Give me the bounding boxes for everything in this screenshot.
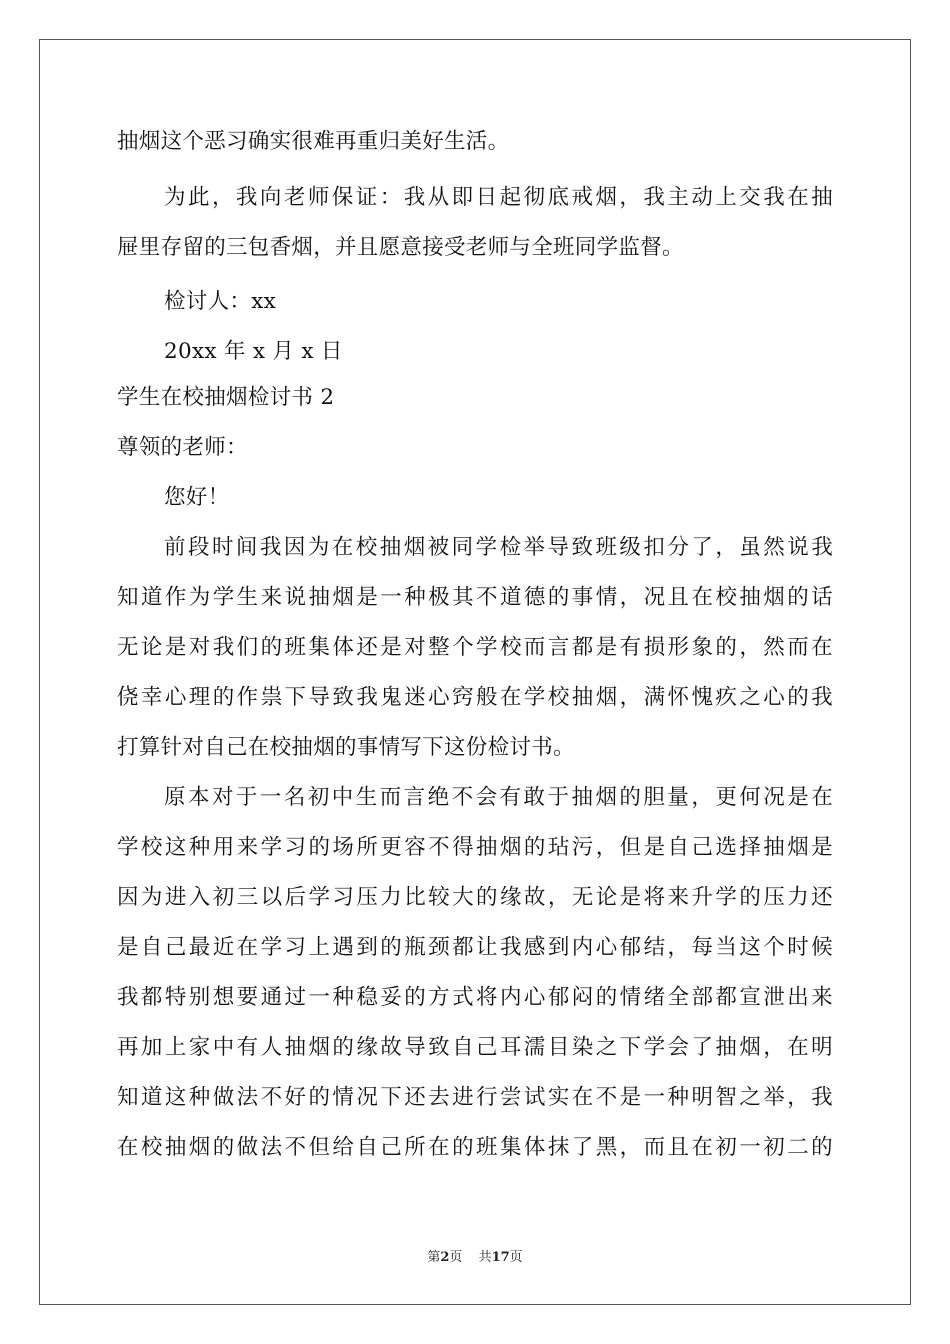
greeting: 您好！ [164, 485, 230, 510]
section-title: 学生在校抽烟检讨书 2 [117, 385, 335, 410]
text-line: 原本对于一名初中生而言绝不会有敢于抽烟的胆量，更何况是在 [164, 785, 833, 810]
page-indicator: 第2页 [427, 1250, 463, 1265]
text-line: 抽烟这个恶习确实很难再重归美好生活。 [117, 129, 510, 154]
text-line: 前段时间我因为在校抽烟被同学检举导致班级扣分了，虽然说我 [164, 535, 833, 560]
text-line: 打算针对自己在校抽烟的事情写下这份检讨书。 [117, 735, 575, 760]
text-line: 在校抽烟的做法不但给自己所在的班集体抹了黑，而且在初一初二的 [117, 1135, 833, 1160]
date-line: 20xx 年 x 月 x 日 [164, 339, 343, 364]
signature-line: 检讨人：xx [164, 289, 277, 314]
text-line: 学校这种用来学习的场所更容不得抽烟的玷污，但是自己选择抽烟是 [117, 835, 833, 860]
text-line: 知道作为学生来说抽烟是一种极其不道德的事情，况且在校抽烟的话 [117, 585, 833, 610]
text-line: 我都特别想要通过一种稳妥的方式将内心郁闷的情绪全部都宣泄出来 [117, 985, 833, 1010]
page-border [39, 39, 911, 1305]
text-line: 再加上家中有人抽烟的缘故导致自己耳濡目染之下学会了抽烟，在明 [117, 1035, 833, 1060]
salutation: 尊领的老师： [117, 435, 248, 460]
text-line: 因为进入初三以后学习压力比较大的缘故，无论是将来升学的压力还 [117, 885, 833, 910]
text-line: 无论是对我们的班集体还是对整个学校而言都是有损形象的，然而在 [117, 635, 833, 660]
text-line: 屉里存留的三包香烟，并且愿意接受老师与全班同学监督。 [117, 235, 684, 260]
page-footer [0, 1246, 950, 1265]
total-pages-indicator: 共17页 [478, 1250, 523, 1265]
text-line: 是自己最近在学习上遇到的瓶颈都让我感到内心郁结，每当这个时候 [117, 935, 833, 960]
text-line: 为此，我向老师保证：我从即日起彻底戒烟，我主动上交我在抽 [164, 185, 833, 210]
text-line: 侥幸心理的作祟下导致我鬼迷心窍般在学校抽烟，满怀愧疚之心的我 [117, 685, 833, 710]
text-line: 知道这种做法不好的情况下还去进行尝试实在不是一种明智之举，我 [117, 1085, 833, 1110]
